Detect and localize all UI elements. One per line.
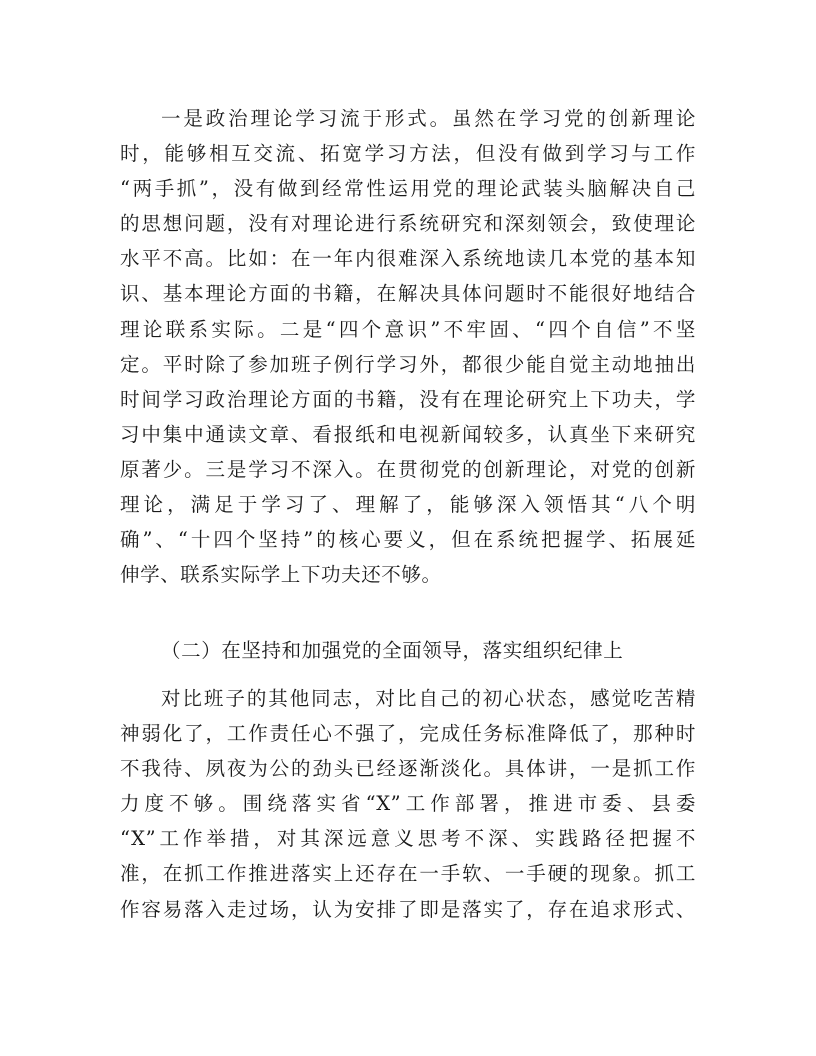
text-line: 水平不高。比如：在一年内很难深入系统地读几本党的基本知 [120,247,696,271]
text-line: 的思想问题，没有对理论进行系统研究和深刻领会，致使理论 [120,212,696,236]
text-line: 识、基本理论方面的书籍，在解决具体问题时不能很好地结合 [120,282,696,306]
text-line: 理论联系实际。二是“四个意识”不牢固、“四个自信”不坚 [120,317,696,341]
text-line: 时间学习政治理论方面的书籍，没有在理论研究上下功夫，学 [120,387,696,411]
text-line: 原著少。三是学习不深入。在贯彻党的创新理论，对党的创新 [120,457,696,481]
text-line: 神弱化了，工作责任心不强了，完成任务标准降低了，那种时 [120,722,696,746]
paragraph-party-leadership [120,681,696,927]
text-line: 力度不够。围绕落实省“X”工作部署，推进市委、县委 [120,792,696,816]
text-line: 定。平时除了参加班子例行学习外，都很少能自觉主动地抽出 [120,352,696,376]
text-line: 习中集中通读文章、看报纸和电视新闻较多，认真坐下来研究 [120,422,696,446]
text-line: “X”工作举措，对其深远意义思考不深、实践路径把握不 [120,827,696,851]
text-line: 对比班子的其他同志，对比自己的初心状态，感觉吃苦精 [161,687,696,710]
text-line: 伸学、联系实际学上下功夫还不够。 [120,563,442,587]
text-line: 作容易落入走过场，认为安排了即是落实了，存在追求形式、 [120,897,696,921]
text-line: 一是政治理论学习流于形式。虽然在学习党的创新理论 [161,107,696,130]
text-line: “两手抓”，没有做到经常性运用党的理论武装头脑解决自己 [120,177,696,201]
text-line: 理论，满足于学习了、理解了，能够深入领悟其“八个明 [120,493,696,517]
text-line: 确”、“十四个坚持”的核心要义，但在系统把握学、拓展延 [120,528,696,552]
text-line: 不我待、夙夜为公的劲头已经逐渐淡化。具体讲，一是抓工作 [120,757,696,781]
section-heading-text: （二）在坚持和加强党的全面领导，落实组织纪律上 [161,639,624,662]
section-heading-2 [120,633,696,668]
text-line: 时，能够相互交流、拓宽学习方法，但没有做到学习与工作 [120,142,696,166]
paragraph-political-theory [120,101,696,592]
text-line: 准，在抓工作推进落实上还存在一手软、一手硬的现象。抓工 [120,862,696,886]
